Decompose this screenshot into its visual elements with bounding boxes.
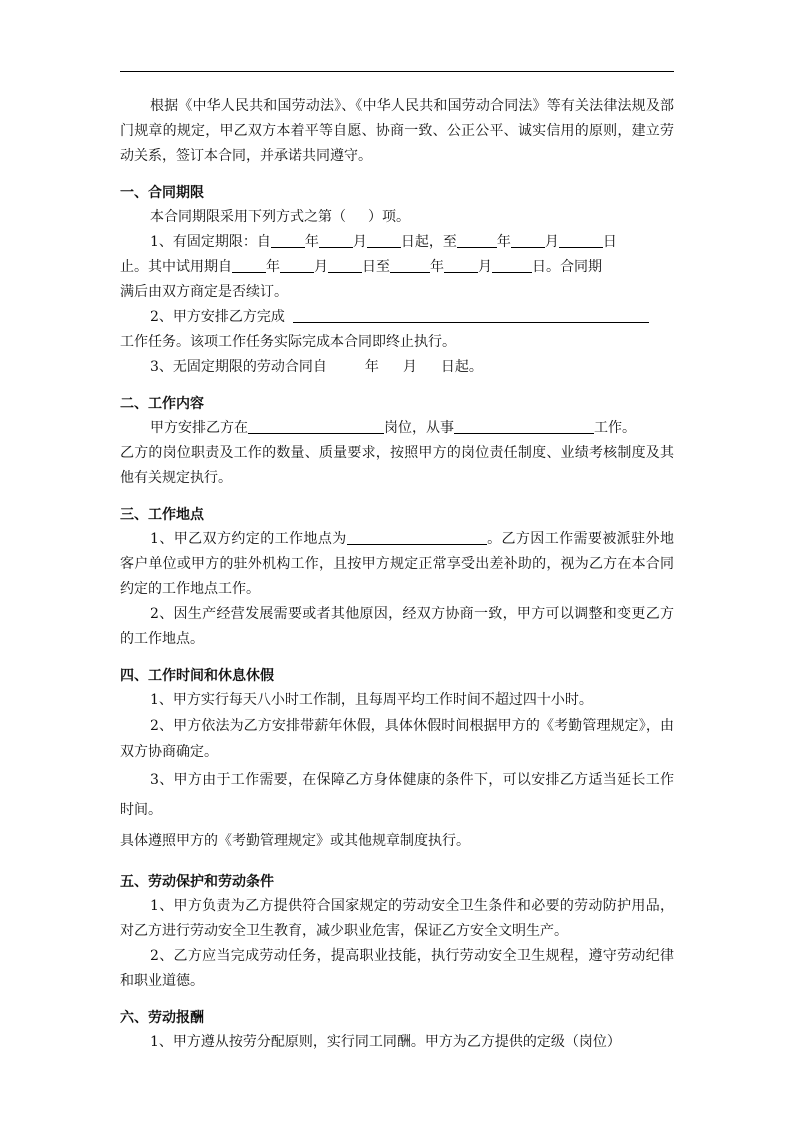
fixed-term-line xyxy=(120,230,674,255)
probation-label: 止。其中试用期自 xyxy=(120,259,232,275)
blank-prob-day-to[interactable] xyxy=(492,258,532,273)
year-text: 年 xyxy=(304,234,319,250)
task-term-line xyxy=(120,305,674,330)
protection-paragraph: 1、甲方负责为乙方提供符合国家规定的劳动安全卫生条件和必要的劳动防护用品，对乙方进行劳动安全卫生教育，减少职业危害，保证乙方安全文明生产。 xyxy=(120,898,674,939)
day-from-text: 日起，至 xyxy=(400,234,457,250)
blank-year-from[interactable] xyxy=(271,233,305,248)
probation-line xyxy=(120,255,674,280)
day-to-text: 日至 xyxy=(362,259,390,275)
term-option-line xyxy=(120,205,674,230)
blank-day-to[interactable] xyxy=(559,233,603,248)
leave-paragraph: 2、甲方依法为乙方安排带薪年休假，具体休假时间根据甲方的《考勤管理规定》，由双方协商确定。 xyxy=(120,718,674,760)
month-text: 月 xyxy=(402,359,417,375)
location-paragraph xyxy=(120,527,674,602)
month-text: 月 xyxy=(544,234,559,250)
year-text: 年 xyxy=(364,359,379,375)
location-label: 1、甲乙双方约定的工作地点为 xyxy=(150,531,347,547)
blank-task[interactable] xyxy=(293,308,649,323)
day-end-text: 日。合同期 xyxy=(532,259,602,275)
blank-location[interactable] xyxy=(347,530,487,545)
year-text: 年 xyxy=(430,259,444,275)
engage-label: 岗位，从事 xyxy=(384,420,454,436)
term-option-text: 本合同期限采用下列方式之第（ xyxy=(150,209,346,225)
fixed-term-label: 1、有固定期限：自 xyxy=(150,234,271,250)
section-title-term: 一、合同期限 xyxy=(120,185,204,201)
hours-paragraph: 1、甲方实行每天八小时工作制，且每周平均工作时间不超过四十小时。 xyxy=(150,692,593,708)
term-option-close: ）项。 xyxy=(368,209,410,225)
day-end-text: 日 xyxy=(602,234,617,250)
section-title-hours: 四、工作时间和休息休假 xyxy=(120,668,274,684)
blank-day-from[interactable] xyxy=(367,233,401,248)
blank-work[interactable] xyxy=(454,419,594,434)
day-text: 日起。 xyxy=(440,359,483,375)
month-text: 月 xyxy=(314,259,328,275)
blank-month-from[interactable] xyxy=(319,233,353,248)
blank-prob-year-from[interactable] xyxy=(232,258,266,273)
blank-prob-year-to[interactable] xyxy=(390,258,430,273)
location-change-paragraph: 2、因生产经营发展需要或者其他原因，经双方协商一致，甲方可以调整和变更乙方的工作地点。 xyxy=(120,606,674,647)
attendance-paragraph: 具体遵照甲方的《考勤管理规定》或其他规章制度执行。 xyxy=(120,833,470,849)
blank-prob-month-from[interactable] xyxy=(280,258,314,273)
task-term-tail: 工作任务。该项工作任务实际完成本合同即终止执行。 xyxy=(120,334,456,350)
section-title-pay: 六、劳动报酬 xyxy=(120,1010,204,1026)
open-term-label: 3、无固定期限的劳动合同自 xyxy=(150,359,327,375)
year-text: 年 xyxy=(266,259,280,275)
task-term-label: 2、甲方安排乙方完成 xyxy=(150,309,285,325)
contract-body xyxy=(120,94,674,1055)
section-title-content: 二、工作内容 xyxy=(120,396,204,412)
position-label: 甲方安排乙方在 xyxy=(150,420,248,436)
discipline-paragraph: 2、乙方应当完成劳动任务，提高职业技能，执行劳动安全卫生规程，遵守劳动纪律和职业道德。 xyxy=(120,948,674,989)
year-text: 年 xyxy=(496,234,511,250)
month-text: 月 xyxy=(352,234,367,250)
open-term-line xyxy=(120,355,674,380)
blank-prob-day-from[interactable] xyxy=(328,258,362,273)
section-title-location: 三、工作地点 xyxy=(120,507,204,523)
header-rule xyxy=(120,71,674,72)
location-tail: 。乙方因工作需要被派驻外地客户单位或甲方的驻外机构工作，且按甲方规定正常享受出差补助的，视为乙方在本合同约定的工作地点工作。 xyxy=(120,531,674,597)
blank-month-to[interactable] xyxy=(511,233,545,248)
pay-paragraph: 1、甲方遵从按劳分配原则，实行同工同酬。甲方为乙方提供的定级（岗位） xyxy=(150,1034,621,1050)
position-line xyxy=(120,416,674,441)
blank-year-to[interactable] xyxy=(457,233,497,248)
month-text: 月 xyxy=(478,259,492,275)
blank-position[interactable] xyxy=(248,419,384,434)
overtime-paragraph: 3、甲方由于工作需要，在保障乙方身体健康的条件下，可以安排乙方适当延长工作时间。 xyxy=(120,772,674,818)
duties-paragraph: 乙方的岗位职责及工作的数量、质量要求，按照甲方的岗位责任制度、业绩考核制度及其他有关规定执行。 xyxy=(120,445,674,486)
work-label: 工作。 xyxy=(594,420,636,436)
blank-prob-month-to[interactable] xyxy=(444,258,478,273)
intro-paragraph: 根据《中华人民共和国劳动法》、《中华人民共和国劳动合同法》等有关法律法规及部门规章的规定，甲乙双方本着平等自愿、协商一致、公正公平、诚实信用的原则，建立劳动关系，签订本合同，并承诺共同遵守。 xyxy=(120,98,674,164)
section-title-protection: 五、劳动保护和劳动条件 xyxy=(120,874,274,890)
renewal-line: 满后由双方商定是否续订。 xyxy=(120,284,288,300)
